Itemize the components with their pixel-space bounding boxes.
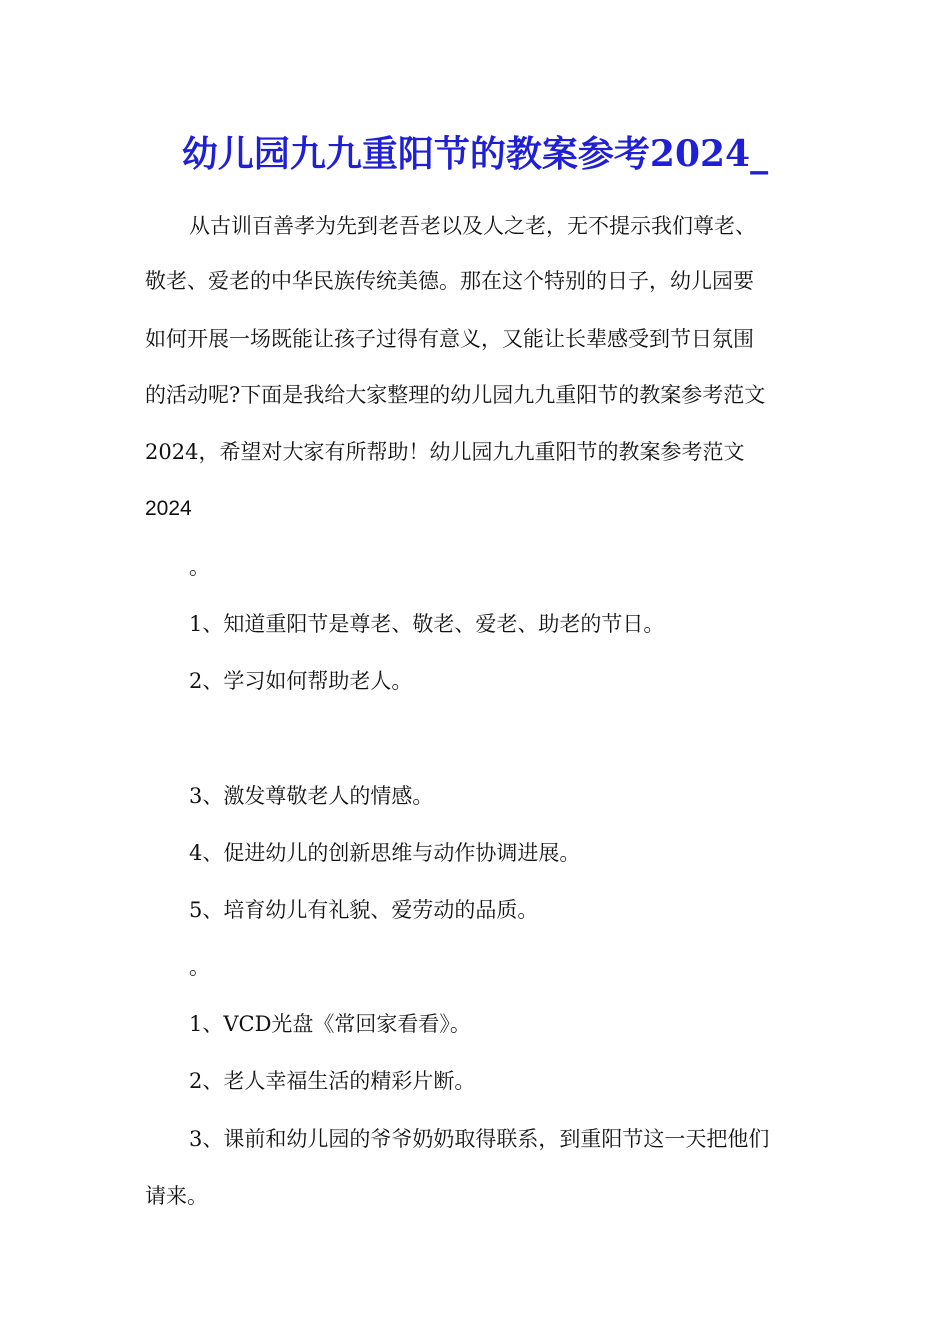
goal-item: 1、知道重阳节是尊老、敬老、爱老、助老的节日。 — [189, 612, 665, 636]
intro-line: 如何开展一场既能让孩子过得有意义，又能让长辈感受到节日氛围 — [145, 327, 754, 351]
intro-line: 2024 — [145, 497, 192, 520]
goal-item: 4、促进幼儿的创新思维与动作协调进展。 — [189, 841, 581, 865]
document-title: 幼儿园九九重阳节的教案参考2024_ — [181, 133, 769, 175]
goal-item: 3、激发尊敬老人的情感。 — [189, 784, 434, 808]
preparation-item: 3、课前和幼儿园的爷爷奶奶取得联系，到重阳节这一天把他们 — [189, 1127, 770, 1151]
goal-item: 5、培育幼儿有礼貌、爱劳动的品质。 — [189, 898, 539, 922]
intro-line: 2024，希望对大家有所帮助！幼儿园九九重阳节的教案参考范文 — [145, 440, 745, 464]
section-mark: 。 — [189, 955, 210, 979]
preparation-item-continued: 请来。 — [145, 1184, 208, 1208]
intro-line: 从古训百善孝为先到老吾老以及人之老，无不提示我们尊老、 — [189, 214, 756, 238]
intro-line: 敬老、爱老的中华民族传统美德。那在这个特别的日子，幼儿园要 — [145, 269, 754, 293]
intro-line: 的活动呢?下面是我给大家整理的幼儿园九九重阳节的教案参考范文 — [145, 383, 766, 407]
preparation-item: 1、VCD光盘《常回家看看》。 — [189, 1012, 471, 1036]
preparation-item: 2、老人幸福生活的精彩片断。 — [189, 1069, 476, 1093]
section-mark: 。 — [189, 555, 210, 579]
goal-item: 2、学习如何帮助老人。 — [189, 669, 413, 693]
